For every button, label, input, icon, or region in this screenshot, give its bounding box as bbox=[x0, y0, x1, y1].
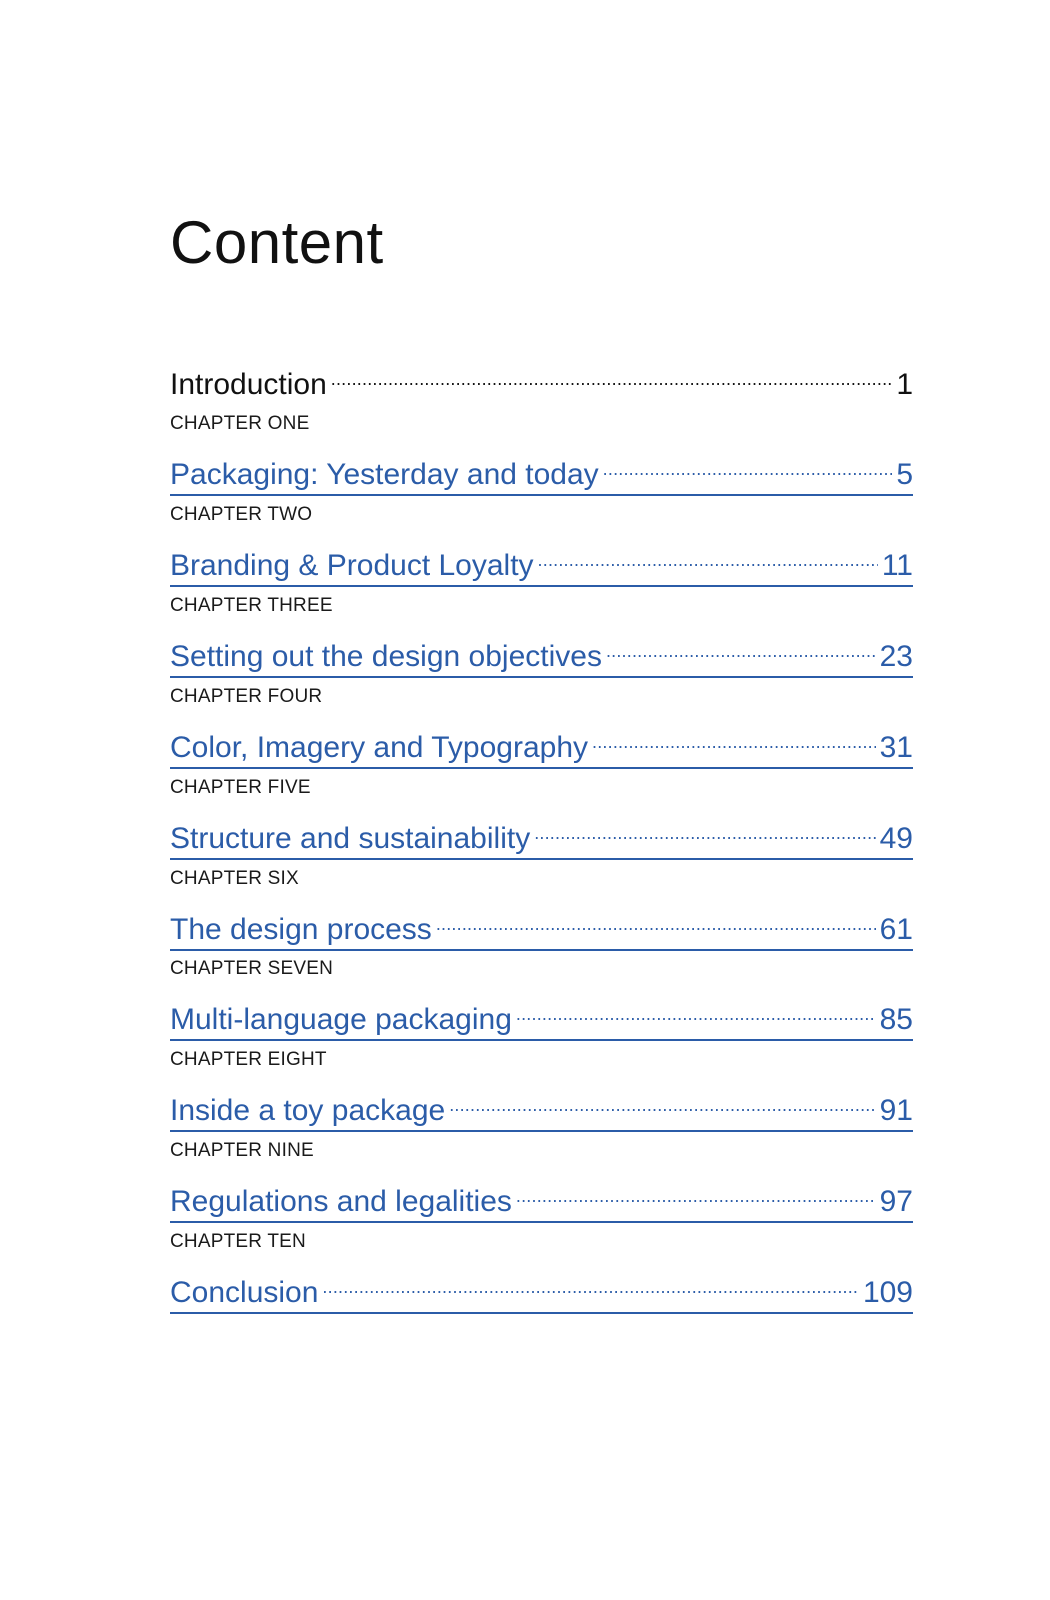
chapter-label: CHAPTER FIVE bbox=[170, 777, 311, 798]
dot-leader bbox=[331, 358, 893, 394]
chapter-label: CHAPTER TEN bbox=[170, 1231, 306, 1252]
dot-leader bbox=[322, 1266, 859, 1302]
dot-leader bbox=[592, 721, 876, 757]
toc-link-page-number: 91 bbox=[879, 1094, 913, 1127]
toc-link-chapter-10[interactable] bbox=[170, 1266, 913, 1314]
toc-link-chapter-2[interactable] bbox=[170, 539, 913, 587]
toc-link-page-number: 109 bbox=[862, 1276, 913, 1309]
dot-leader bbox=[606, 630, 876, 666]
toc-link-chapter-9[interactable] bbox=[170, 1175, 913, 1223]
chapter-label: CHAPTER FOUR bbox=[170, 686, 323, 707]
dot-leader bbox=[436, 903, 876, 939]
dot-leader bbox=[516, 1175, 876, 1211]
toc-link-chapter-3[interactable] bbox=[170, 630, 913, 678]
chapter-label: CHAPTER NINE bbox=[170, 1140, 314, 1161]
toc-link-title: Color, Imagery and Typography bbox=[170, 731, 589, 764]
toc-link-chapter-8[interactable] bbox=[170, 1084, 913, 1132]
toc-link-page-number: 49 bbox=[879, 822, 913, 855]
dot-leader bbox=[603, 448, 893, 484]
toc-link-page-number: 23 bbox=[879, 640, 913, 673]
toc-link-page-number: 31 bbox=[879, 731, 913, 764]
page-title: Content bbox=[170, 209, 384, 276]
toc-link-page-number: 85 bbox=[879, 1003, 913, 1036]
dot-leader bbox=[534, 812, 875, 848]
chapter-label: CHAPTER SEVEN bbox=[170, 958, 334, 979]
toc-link-chapter-5[interactable] bbox=[170, 812, 913, 860]
toc-link-chapter-1[interactable] bbox=[170, 448, 913, 496]
chapter-label: CHAPTER EIGHT bbox=[170, 1049, 327, 1070]
toc-entry-title: Introduction bbox=[170, 368, 327, 401]
toc-link-page-number: 61 bbox=[879, 913, 913, 946]
toc-link-chapter-6[interactable] bbox=[170, 903, 913, 951]
toc-link-title: Regulations and legalities bbox=[170, 1185, 512, 1218]
chapter-label: CHAPTER THREE bbox=[170, 595, 333, 616]
chapter-label: CHAPTER TWO bbox=[170, 504, 313, 525]
toc-link-title: Inside a toy package bbox=[170, 1094, 446, 1127]
toc-link-chapter-7[interactable] bbox=[170, 993, 913, 1041]
toc-link-chapter-4[interactable] bbox=[170, 721, 913, 769]
dot-leader bbox=[538, 539, 878, 575]
toc-link-page-number: 5 bbox=[896, 458, 913, 491]
toc-link-title: Conclusion bbox=[170, 1276, 319, 1309]
toc-link-title: Packaging: Yesterday and today bbox=[170, 458, 599, 491]
toc-link-page-number: 11 bbox=[881, 549, 913, 582]
dot-leader bbox=[516, 993, 876, 1029]
chapter-label: CHAPTER SIX bbox=[170, 868, 299, 889]
toc-link-title: Branding & Product Loyalty bbox=[170, 549, 534, 582]
toc-link-title: Structure and sustainability bbox=[170, 822, 531, 855]
toc-entry-introduction bbox=[170, 358, 913, 403]
toc-link-title: Multi-language packaging bbox=[170, 1003, 512, 1036]
toc-link-title: Setting out the design objectives bbox=[170, 640, 602, 673]
dot-leader bbox=[449, 1084, 875, 1120]
toc-link-page-number: 97 bbox=[879, 1185, 913, 1218]
chapter-label: CHAPTER ONE bbox=[170, 413, 310, 434]
toc-entry-page-number: 1 bbox=[896, 368, 913, 401]
toc-link-title: The design process bbox=[170, 913, 432, 946]
